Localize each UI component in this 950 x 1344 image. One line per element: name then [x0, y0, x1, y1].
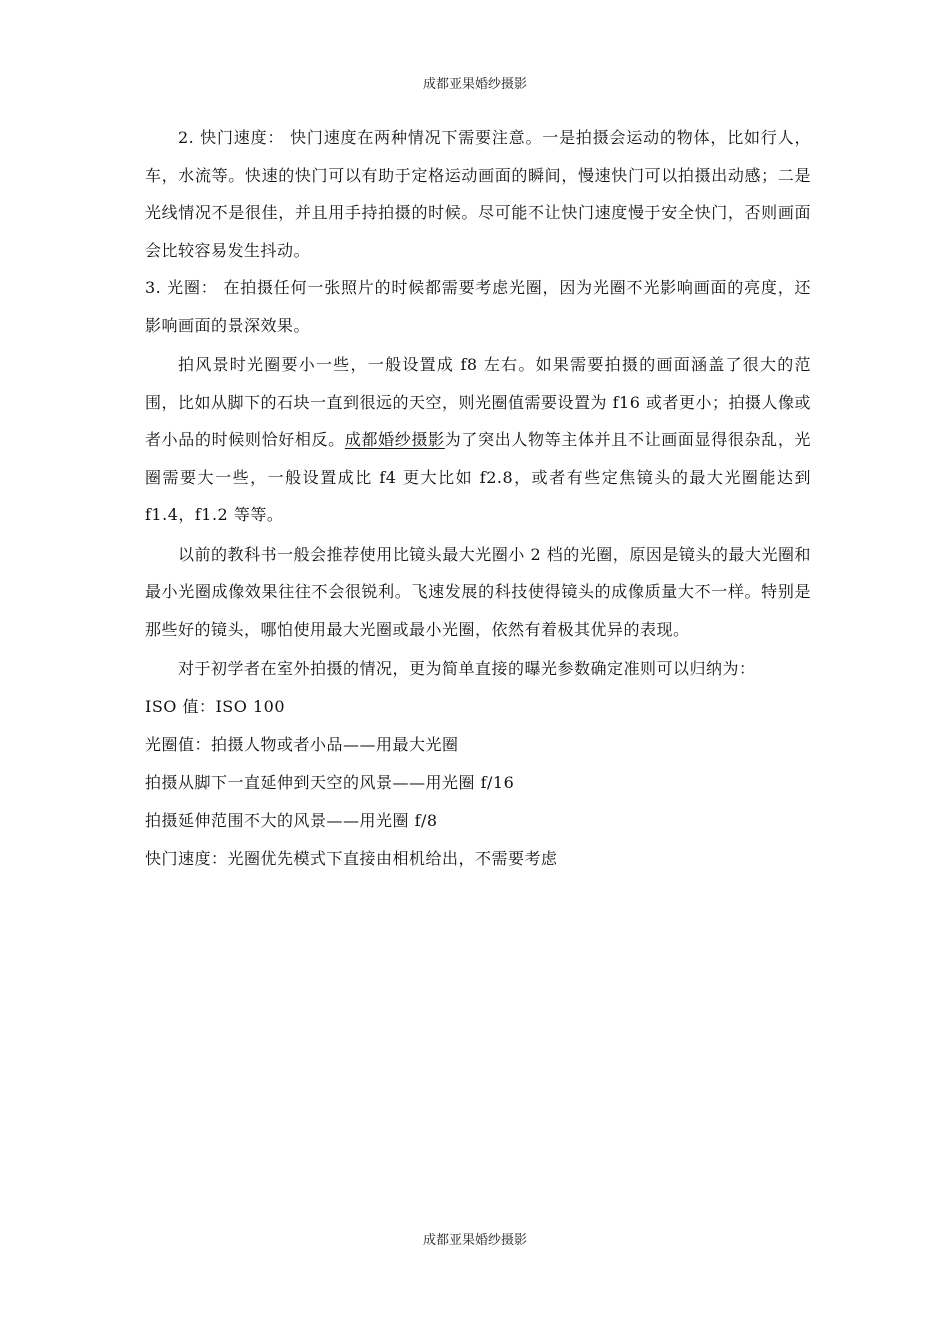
wedding-photography-link[interactable]: 成都婚纱摄影 [344, 430, 445, 449]
paragraph-beginner-rules: 对于初学者在室外拍摄的情况，更为简单直接的曝光参数确定准则可以归纳为： [178, 659, 756, 678]
rule-aperture-wide-landscape: 拍摄从脚下一直延伸到天空的风景——用光圈 f/16 [145, 772, 515, 792]
paragraph-shutter-speed: 2. 快门速度： 快门速度在两种情况下需要注意。一是拍摄会运动的物体，比如行人，车，水流等。快速的快门可以有助于定格运动画面的瞬间，慢速快门可以拍摄出动感；二是光线情况不是很佳，并且用手持拍摄的时候。尽可能不让快门速度慢于安全快门，否则画面会比较容易发生抖动。 [145, 128, 811, 260]
rule-iso: ISO 值：ISO 100 [145, 696, 286, 716]
rule-shutter-speed: 快门速度：光圈优先模式下直接由相机给出，不需要考虑 [145, 848, 558, 868]
paragraph-textbook-advice: 以前的教科书一般会推荐使用比镜头最大光圈小 2 档的光圈，原因是镜头的最大光圈和最小光圈成像效果往往不会很锐利。飞速发展的科技使得镜头的成像质量大不一样。特别是那些好的镜头，哪怕使用最大光圈或最小光圈，依然有着极其优异的表现。 [145, 544, 811, 639]
rule-aperture-narrow-landscape: 拍摄延伸范围不大的风景——用光圈 f/8 [145, 810, 438, 830]
page-footer: 成都亚果婚纱摄影 [422, 1233, 527, 1248]
rule-aperture-portrait: 光圈值：拍摄人物或者小品——用最大光圈 [145, 734, 459, 754]
page-body [145, 119, 811, 878]
paragraph-text-after-link: 为了突出人物等主体并且不让画面显得很杂乱，光圈需要大一些，一般设置成比 f4 更大比如 f2.8，或者有些定焦镜头的最大光圈能达到 f1.4，f1.2 等等。 [145, 430, 811, 524]
page-header: 成都亚果婚纱摄影 [422, 77, 527, 92]
paragraph-text-before-link: 拍风景时光圈要小一些，一般设置成 f8 左右。如果需要拍摄的画面涵盖了很大的范围，比如从脚下的石块一直到很远的天空，则光圈值需要设置为 f16 或者更小；拍摄人像或者小品的时候则恰好相反。 [145, 355, 811, 449]
paragraph-landscape-aperture [145, 346, 811, 534]
paragraph-aperture: 3. 光圈： 在拍摄任何一张照片的时候都需要考虑光圈，因为光圈不光影响画面的亮度，还影响画面的景深效果。 [145, 278, 811, 335]
